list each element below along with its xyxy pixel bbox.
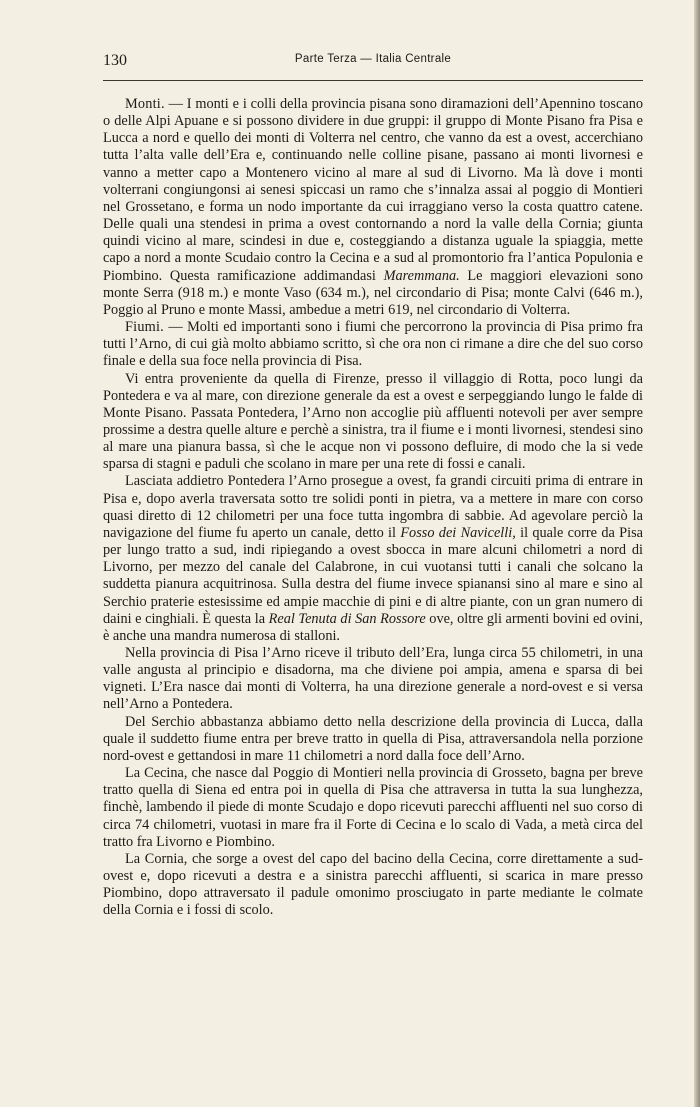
- paragraph-cornia: [103, 851, 643, 920]
- body-text: [103, 96, 643, 920]
- paragraph-text: Vi entra proveniente da quella di Firenze, presso il villaggio di Rotta, poco lungi da Pontedera e va al mare, con direzione generale da est a ovest e serpeggiando lungo le falde di Monte Pisano. Passata Pontedera, l’Arno non accoglie più affluenti notevoli per aver sempre prossime a destra quelle alture e perchè a sinistra, tra il fiume e i monti livornesi, stendesi sino al mare una pianura bassa, sì che le acque non vi possono defluire, di modo che la si vede sparsa di stagni e paduli che scolano in mare per una rete di fossi e canali.: [103, 370, 643, 473]
- paragraph-arno-entry: [103, 371, 643, 474]
- page-edge-shadow: [694, 0, 700, 1107]
- paragraph-text: — I monti e i colli della provincia pisana sono diramazioni dell’Apennino toscano o delle Alpi Apuane e si possono dividere in due gruppi: il gruppo di Monte Pisano fra Pisa e Lucca a nord e quello dei monti di Volterra nel centro, che vanno da est a ovest, accerchiano tutta l’alta valle dell’Era e, continuando nelle colline pisane, passano ai monti livornesi e vanno a metter capo a Montenero vicino al mare al sud di Livorno. Ma là dove i monti volterrani congiungonsi ai senesi spiccasi un ramo che s’innalza assai al poggio di Montieri nel Grossetano, e forma un nodo importante da cui irraggiano verso la costa quattro catene. Delle quali una stendesi in prima a ovest contornando a nord la valle della Cornia; giunta quindi vicino al mare, scindesi in due e, costeggiando a distanza uguale la spiaggia, mette capo a nord a monte Scudaio contro la Cecina e a sud al promontorio fra l’antica Populonia e Piombino. Questa ramificazione addimandasi: [103, 96, 643, 284]
- paragraph-text: Nella provincia di Pisa l’Arno riceve il tributo dell’Era, lunga circa 55 chilometri, in una valle angusta al principio e disadorna, ma che diviene poi ampia, amena e sparsa di bei vigneti. L’Era nasce dai monti di Volterra, ha una direzione generale a nord-ovest e si versa nell’Arno a Pontedera.: [103, 645, 643, 713]
- paragraph-text: La Cornia, che sorge a ovest del capo del bacino della Cecina, corre direttamente a sud-ovest e, dopo ricevuti a destra e a sinistra parecchi affluenti, si scarica in mare presso Piombino, dopo attraversato il padule omonimo prosciugato in parte mediante le colmate della Cornia e i fossi di scolo.: [103, 850, 643, 919]
- paragraph-italic-term: Real Tenuta di San Rossore: [268, 610, 426, 627]
- paragraph-text: Del Serchio abbastanza abbiamo detto nella descrizione della provincia di Lucca, dalla quale il suddetto fiume entra per breve tratto in quella di Pisa, attraversandola nella porzione nord-ovest e gettandosi in mare 11 chilometri a nord dalla foce dell’Arno.: [103, 713, 643, 764]
- paragraph-text: Le maggiori elevazioni sono monte Serra (918 m.) e monte Vaso (634 m.), nel circondario di Pisa; monte Calvi (646 m.), Poggio al Pruno e monte Massi, ambedue a metri 619, nel circondario di Volterra.: [103, 267, 644, 318]
- paragraph-monti: [103, 96, 643, 319]
- paragraph-text: il quale corre da Pisa per lungo tratto a sud, indi ripiegando a ovest sbocca in mare alcuni chilometri a nord di Livorno, per mezzo del canale del Calabrone, in cui vuotansi tutti i canali che solcano la suddetta pianura acquitrinosa. Sulla destra del fiume invece spianansi sino al mare e sino al Serchio praterie estesissime ed ampie macchie di pini e di altre piante, con un gran numero di daini e cinghiali. È questa la: [103, 524, 643, 627]
- paragraph-italic-term: Maremmana.: [383, 267, 460, 284]
- paragraph-serchio: [103, 714, 643, 765]
- paragraph-text: — Molti ed importanti sono i fiumi che percorrono la provincia di Pisa primo fra tutti l’Arno, di cui già molto abbiamo scritto, sì che ora non ci rimane a dire che del suo corso finale e della sua foce nella provincia di Pisa.: [103, 319, 643, 370]
- running-title: Parte Terza — Italia Centrale: [294, 53, 452, 65]
- running-head: [103, 52, 643, 72]
- paragraph-fiumi: [103, 319, 643, 370]
- paragraph-lead-word: Fiumi.: [125, 319, 164, 336]
- paragraph-text: ove, oltre gli armenti bovini ed ovini, è anche una mandra numerosa di stalloni.: [103, 610, 643, 644]
- header-rule: [103, 80, 643, 81]
- paragraph-era: [103, 645, 643, 714]
- paragraph-lead-word: Monti.: [125, 96, 165, 112]
- paragraph-arno-pisa: [103, 473, 643, 645]
- paragraph-italic-term: Fosso dei Navicelli,: [400, 524, 516, 541]
- paragraph-text: Lasciata addietro Pontedera l’Arno prosegue a ovest, fa grandi circuiti prima di entrare in Pisa e, dopo averla traversata sotto tre solidi ponti in pietra, va a mettere in mare con corso quasi diretto di 12 chilometri per una foce tutta ingombra di sabbie. Ad agevolare perciò la navigazione del fiume fu aperto un canale, detto il: [103, 473, 643, 541]
- paragraph-cecina: [103, 765, 643, 851]
- page-number: 130: [103, 52, 127, 69]
- paragraph-text: La Cecina, che nasce dal Poggio di Montieri nella provincia di Grosseto, bagna per breve tratto quella di Siena ed entra poi in quella di Pisa che attraversa in tutta la sua lunghezza, finchè, lambendo il piede di monte Scudajo e dopo ricevuti parecchi affluenti nel suo corso di circa 74 chilometri, vuotasi in mare fra il Forte di Cecina e lo scalo di Vada, a metà circa del tratto fra Livorno e Piombino.: [103, 765, 643, 850]
